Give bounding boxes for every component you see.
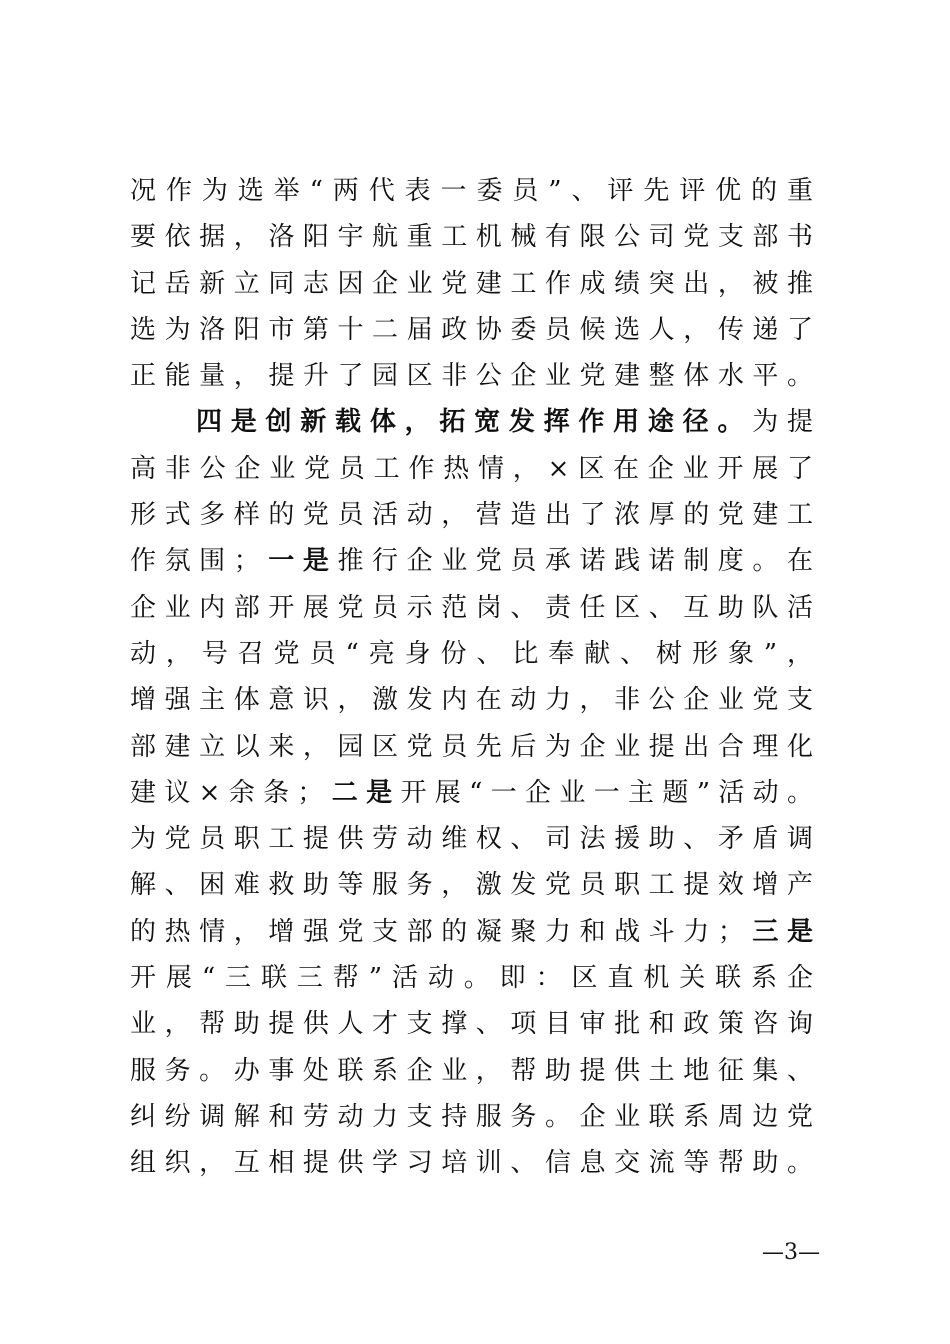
- paragraph-line: 形式多样的党员活动，营造出了浓厚的党建工: [130, 500, 820, 531]
- text-run: 作氛围；: [130, 546, 267, 577]
- paragraph-line: 为党员职工提供劳动维权、司法援助、矛盾调: [130, 824, 820, 855]
- heading-continuation: 为提: [752, 407, 820, 438]
- paragraph-line: 纠纷调解和劳动力支持服务。企业联系周边党: [130, 1101, 820, 1132]
- paragraph-line: 服务。办事处联系企业，帮助提供土地征集、: [130, 1055, 820, 1086]
- paragraph-line: 记岳新立同志因企业党建工作成绩突出，被推: [130, 268, 820, 299]
- paragraph-line: 动，号召党员“亮身份、比奉献、树形象”，: [130, 638, 820, 669]
- paragraph-line: 解、困难救助等服务，激发党员职工提效增产: [130, 870, 820, 901]
- paragraph-line: 选为洛阳市第十二届政协委员候选人，传递了: [130, 314, 820, 345]
- text-run: 的热情，增强党支部的凝聚力和战斗力；: [130, 916, 751, 947]
- item-marker-one: 一是: [266, 546, 338, 577]
- item-marker-two: 二是: [330, 777, 401, 808]
- body-text: [130, 168, 820, 1187]
- paragraph-line: 业，帮助提供人才支撑、项目审批和政策咨询: [130, 1009, 820, 1040]
- paragraph-line: 组织，互相提供学习培训、信息交流等帮助。: [130, 1148, 820, 1179]
- section-heading: 四是创新载体，拓宽发挥作用途径。: [196, 407, 753, 438]
- paragraph-line: 正能量，提升了园区非公企业党建整体水平。: [130, 361, 820, 392]
- paragraph-line: [130, 770, 820, 816]
- paragraph-line: 开展“三联三帮”活动。即：区直机关联系企: [130, 963, 820, 994]
- paragraph-line: 要依据，洛阳宇航重工机械有限公司党支部书: [130, 222, 820, 253]
- paragraph-line: 高非公企业党员工作热情，×区在企业开展了: [130, 453, 820, 484]
- text-run: 推行企业党员承诺践诺制度。在: [337, 546, 820, 577]
- paragraph-line: 况作为选举“两代表一委员”、评先评优的重: [130, 176, 820, 206]
- page-number: —3—: [762, 1240, 820, 1265]
- paragraph-line: 企业内部开展党员示范岗、责任区、互助队活: [130, 592, 820, 623]
- text-run: 建议×余条；: [130, 777, 331, 808]
- item-marker-three: 三是: [750, 916, 820, 947]
- paragraph-line: [130, 538, 820, 584]
- paragraph-line: [130, 909, 820, 955]
- paragraph-line: 增强主体意识，激发内在动力，非公企业党支: [130, 685, 820, 716]
- paragraph-line: 部建立以来，园区党员先后为企业提出合理化: [130, 731, 820, 762]
- text-run: 开展“一企业一主题”活动。: [400, 777, 820, 808]
- paragraph-heading-line: [130, 399, 820, 445]
